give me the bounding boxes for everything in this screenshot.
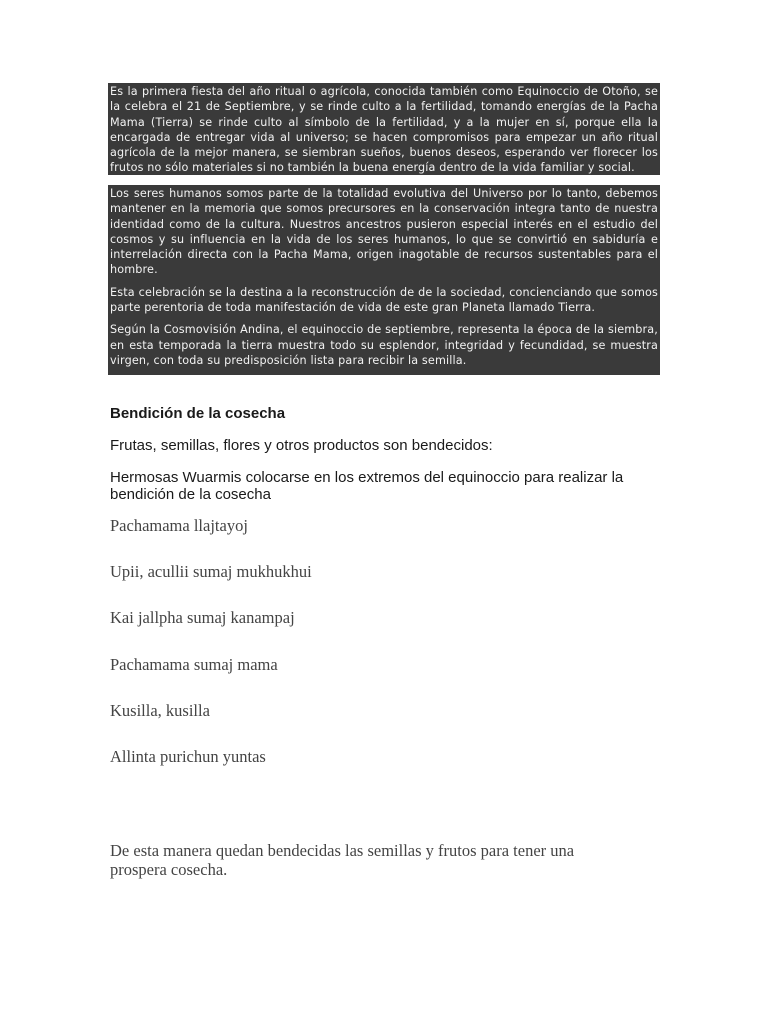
chant-line: Pachamama llajtayoj	[110, 516, 248, 535]
section-heading: Bendición de la cosecha	[110, 405, 286, 422]
chant-line: Pachamama sumaj mama	[110, 655, 278, 674]
paragraph-celebracion: Esta celebración se la destina a la reconstrucción de de la sociedad, concienciando que somos parte perentoria de toda manifestación de vida de este gran Planeta llamado Tierra.	[110, 285, 658, 315]
chant-line: Kusilla, kusilla	[110, 701, 210, 720]
chant-line: Allinta purichun yuntas	[110, 747, 266, 766]
paragraph-equinoccio: Es la primera fiesta del año ritual o agrícola, conocida también como Equinoccio de Otoño, se la celebra el 21 de Septiembre, y se rinde culto a la fertilidad, tomando energías de la Pacha Mama (Tierra) se rinde culto al símbolo de la fertilidad, y a la mujer en sí, porque ella la encargada de entregar vida al universo; se hacen compromisos para empezar un año ritual agrícola de la mejor manera, se siembran sueños, buenos deseos, esperando ver florecer los frutos no sólo materiales si no también la buena energía dentro de la vida familiar y social.	[110, 85, 658, 175]
chant-line: Upii, acullii sumaj mukhukhui	[110, 562, 312, 581]
intro-line: Frutas, semillas, flores y otros productos son bendecidos:	[110, 437, 493, 454]
wuarmis-paragraph: Hermosas Wuarmis colocarse en los extremos del equinoccio para realizar la bendición de la cosecha	[110, 469, 624, 503]
highlighted-paragraph-block-2	[108, 185, 660, 375]
paragraph-cosmovision: Según la Cosmovisión Andina, el equinoccio de septiembre, representa la época de la siembra, en esta temporada la tierra muestra todo su esplendor, integridad y fecundidad, se muestra virgen, con toda su predisposición lista para recibir la semilla.	[110, 323, 658, 367]
paragraph-seres-humanos: Los seres humanos somos parte de la totalidad evolutiva del Universo por lo tanto, debemos mantener en la memoria que somos precursores en la conservación integra tanto de nuestra identidad como de la cultura. Nuestros ancestros pusieron especial interés en el estudio del cosmos y su influencia en la vida de los seres humanos, lo que se convirtió en sabiduría e interrelación directa con la Pacha Mama, origen inagotable de recursos sustentables para el hombre.	[110, 187, 658, 277]
closing-paragraph: De esta manera quedan bendecidas las semillas y frutos para tener una prospera cosecha.	[110, 841, 575, 879]
chant-line: Kai jallpha sumaj kanampaj	[110, 608, 295, 627]
highlighted-paragraph-block-1	[108, 83, 660, 175]
